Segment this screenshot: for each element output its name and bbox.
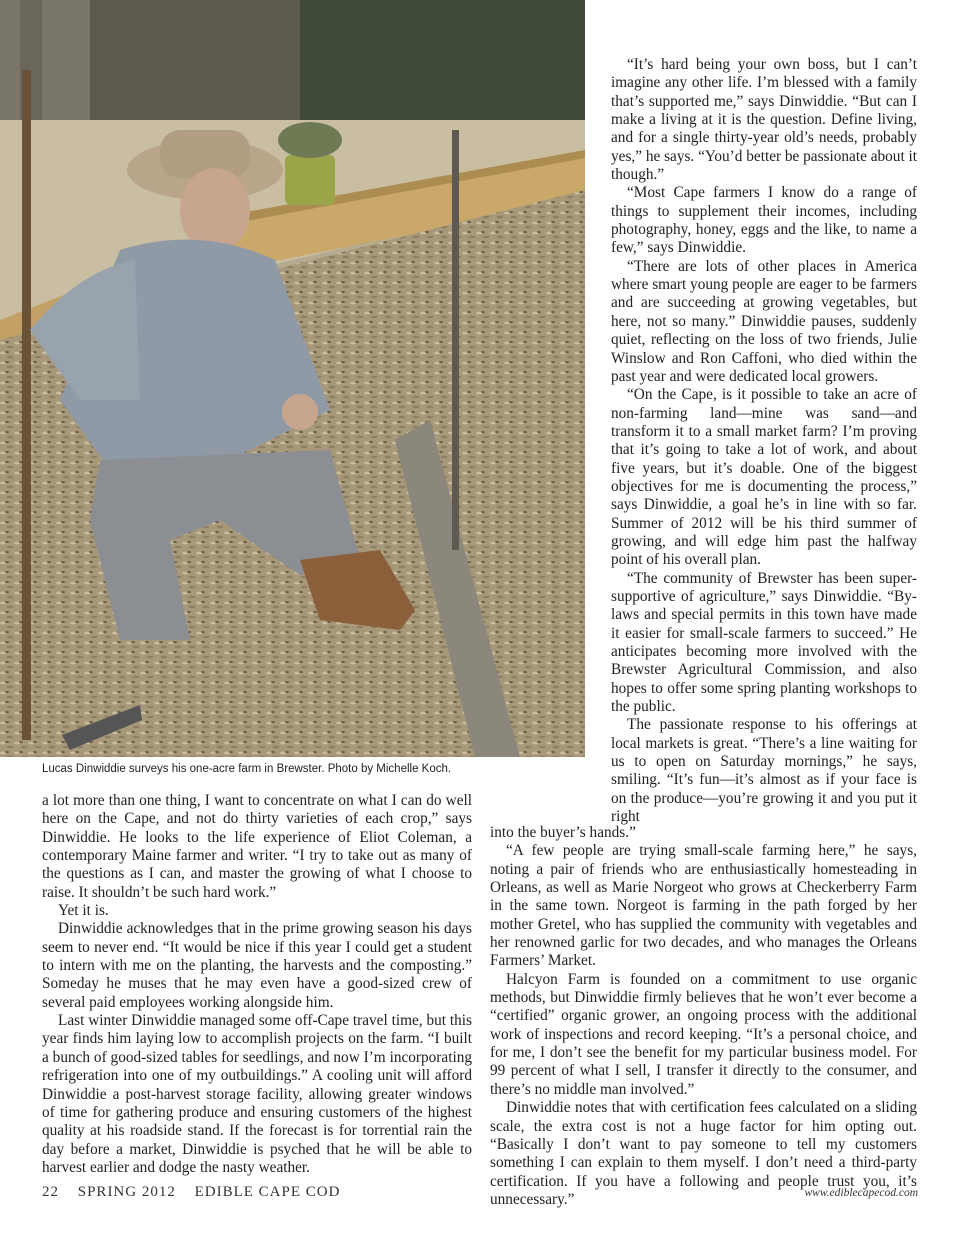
article-column-left bbox=[42, 792, 472, 1177]
article-photo bbox=[0, 0, 585, 757]
paragraph: “It’s hard being your own boss, but I can’t imagine any other life. I’m blessed with a family that’s supported me,” says Dinwiddie. “But can I make a living at it is the question. Define living, and for a single thirty-year old’s needs, probably yes,” he says. “You’d better be passionate about it though.” bbox=[611, 56, 918, 184]
paragraph: into the buyer’s hands.” bbox=[490, 824, 636, 841]
paragraph: “The community of Brewster has been super-supportive of agriculture,” says Dinwiddie. “By-laws and special permits in this town have made it easier for small-scale farmers to succeed.” He anticipates becoming more involved with the Brewster Agricultural Commission, and also hopes to offer some spring planting workshops to the public. bbox=[611, 569, 917, 716]
magazine-title: EDIBLE CAPE COD bbox=[194, 1184, 341, 1200]
paragraph: “On the Cape, is it possible to take an acre of non-farming land—mine was sand—and transform it to a small market farm? I’m proving that it’s going to take a lot of work, and about five years, but it’s doable. One of the biggest objectives for me is documenting the process,” says Dinwiddie, a goal he’s in line with so far. Summer of 2012 will be his third summer of growing, and will edge him past the halfway point of his overall plan. bbox=[611, 386, 917, 569]
paragraph: “Most Cape farmers I know do a range of things to supplement their incomes, including photography, honey, eggs and the like, to name a few,” says Dinwiddie. bbox=[611, 184, 917, 257]
paragraph: Dinwiddie acknowledges that in the prime growing season his days seem to never end. “It would be nice if this year I could get a student to intern with me on the planting, the harvests and the composting.” Someday he muses that he may even have a good-sized crew of several paid employees working alongside him. bbox=[42, 920, 472, 1011]
paragraph: “There are lots of other places in America where smart young people are eager to be farmers and are succeeding at growing vegetables, but here, not so many.” Dinwiddie pauses, suddenly quiet, reflecting on the loss of two friends, Julie Winslow and Ron Caffoni, who died within the past year and were dedicated local growers. bbox=[611, 257, 917, 385]
paragraph: Dinwiddie notes that with certification fees calculated on a sliding scale, the extra cost is not a huge factor for him opting out. “Basically I don’t want to pay someone to tell my customers something I can explain to them myself. I don’t need a third-party certification. If you have a following and people trust you, it’s unnecessary.” bbox=[490, 1099, 917, 1208]
photo-caption: Lucas Dinwiddie surveys his one-acre farm in Brewster. Photo by Michelle Koch. bbox=[42, 763, 452, 775]
paragraph: a lot more than one thing, I want to concentrate on what I can do well here on the Cape, and not do thirty varieties of each crop,” says Dinwiddie. He looks to the life experience of Eliot Coleman, a contemporary Maine farmer and writer. “I try to take out as many of the questions as I can, and master the growing of what I choose to raise. It shouldn’t be such hard work.” bbox=[42, 792, 472, 901]
paragraph: “A few people are trying small-scale farming here,” he says, noting a pair of friends who are enthusiastically homesteading in Orleans, as well as Marie Norgeot who grows at Checkerberry Farm in the same town. Norgeot is farming in the path forged by her mother Gretel, who has supplied the community with vegetables and her renowned garlic for two decades, and who manages the Orleans Farmers’ Market. bbox=[490, 842, 917, 970]
paragraph: The passionate response to his offerings at local markets is great. “There’s a line waiting for us to open on Saturday mornings,” he says, smiling. “It’s fun—it’s almost as if your face is on the produce—you’re growing it and you put it right bbox=[611, 716, 917, 826]
page-number: 22 bbox=[42, 1184, 59, 1200]
website-link[interactable]: www.ediblecapecod.com bbox=[804, 1187, 918, 1199]
paragraph: Halcyon Farm is founded on a commitment to use organic methods, but Dinwiddie firmly believes that he won’t ever become a “certified” organic grower, an ongoing process with the additional work of inspections and record keeping. “It’s a personal choice, and for me, I don’t see the benefit for my particular business model. For 99 percent of what I sell, I transfer it directly to the consumer, and there’s no middle man involved.” bbox=[490, 970, 917, 1098]
page-footer bbox=[42, 1184, 354, 1201]
paragraph: Yet it is. bbox=[58, 902, 109, 920]
article-column-right-top bbox=[611, 56, 917, 826]
paragraph: Last winter Dinwiddie managed some off-Cape travel time, but this year finds him laying low to accomplish projects on the farm. “I built a bunch of good-sized tables for seedlings, and now I’m incorporating refrigeration into one of my outbuildings.” A cooling unit will afford Dinwiddie a post-harvest storage facility, allowing greater windows of time for gathering produce and ensuring customers of the highest quality at his roadside stand. If the forecast is for torrential rain the day before a market, Dinwiddie is psyched that he will be able to harvest earlier and dodge the nasty weather. bbox=[42, 1012, 472, 1176]
article-column-right-bottom bbox=[490, 824, 917, 1209]
issue-label: SPRING 2012 bbox=[77, 1184, 176, 1200]
